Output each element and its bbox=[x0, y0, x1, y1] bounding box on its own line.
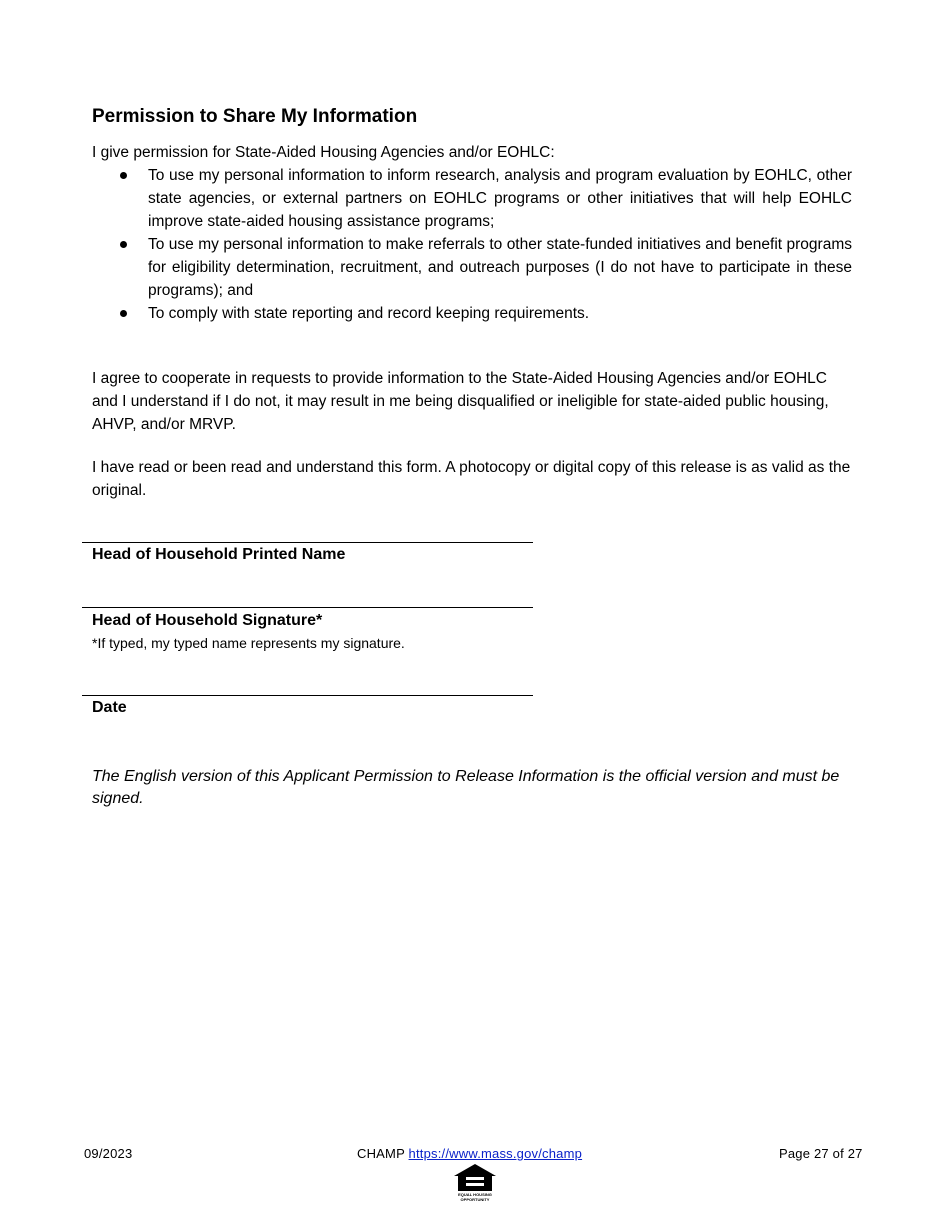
footer-link[interactable]: https://www.mass.gov/champ bbox=[408, 1146, 583, 1161]
printed-name-label: Head of Household Printed Name bbox=[92, 546, 346, 563]
signature-label: Head of Household Signature* bbox=[92, 612, 323, 629]
footer-page-number: Page 27 of 27 bbox=[779, 1146, 863, 1161]
footer-program-name: CHAMP bbox=[357, 1146, 405, 1161]
signature-line[interactable] bbox=[82, 607, 533, 608]
intro-text: I give permission for State-Aided Housing Agencies and/or EOHLC: bbox=[92, 144, 555, 161]
list-item-text: To use my personal information to inform research, analysis and program evaluation by EOHLC, other state agencies, or external partners on EOHLC programs or other initiatives that will help EOHLC improve state-aided housing assistance programs; bbox=[148, 167, 852, 230]
printed-name-line[interactable] bbox=[82, 542, 533, 543]
signature-note: *If typed, my typed name represents my signature. bbox=[92, 635, 405, 651]
acknowledgement-paragraph: I have read or been read and understand this form. A photocopy or digital copy of this release is as valid as the original. bbox=[92, 459, 851, 499]
list-item bbox=[92, 302, 852, 325]
bullet-icon bbox=[120, 241, 127, 248]
footer-date: 09/2023 bbox=[84, 1146, 133, 1161]
list-item-text: To use my personal information to make referrals to other state-funded initiatives and benefit programs for eligibility determination, recruitment, and outreach purposes (I do not have to participate in these programs); and bbox=[148, 236, 852, 299]
list-item bbox=[92, 233, 852, 302]
bullet-icon bbox=[120, 172, 127, 179]
agreement-paragraph: I agree to cooperate in requests to provide information to the State-Aided Housing Agencies and/or EOHLC and I understand if I do not, it may result in me being disqualified or ineligible for state-aided public housing, AHVP, and/or MRVP. bbox=[92, 370, 829, 433]
equal-housing-logo-icon bbox=[451, 1163, 499, 1203]
footer-program bbox=[357, 1146, 582, 1161]
bullet-icon bbox=[120, 310, 127, 317]
logo-text-bottom: OPPORTUNITY bbox=[460, 1197, 490, 1202]
list-item-text: To comply with state reporting and record keeping requirements. bbox=[148, 305, 590, 322]
date-line[interactable] bbox=[82, 695, 533, 696]
date-label: Date bbox=[92, 699, 127, 716]
logo-text-top: EQUAL HOUSING bbox=[458, 1192, 492, 1197]
section-title: Permission to Share My Information bbox=[92, 106, 418, 127]
permission-list bbox=[92, 164, 852, 325]
official-version-note: The English version of this Applicant Permission to Release Information is the official version and must be signed. bbox=[92, 768, 840, 807]
list-item bbox=[92, 164, 852, 233]
